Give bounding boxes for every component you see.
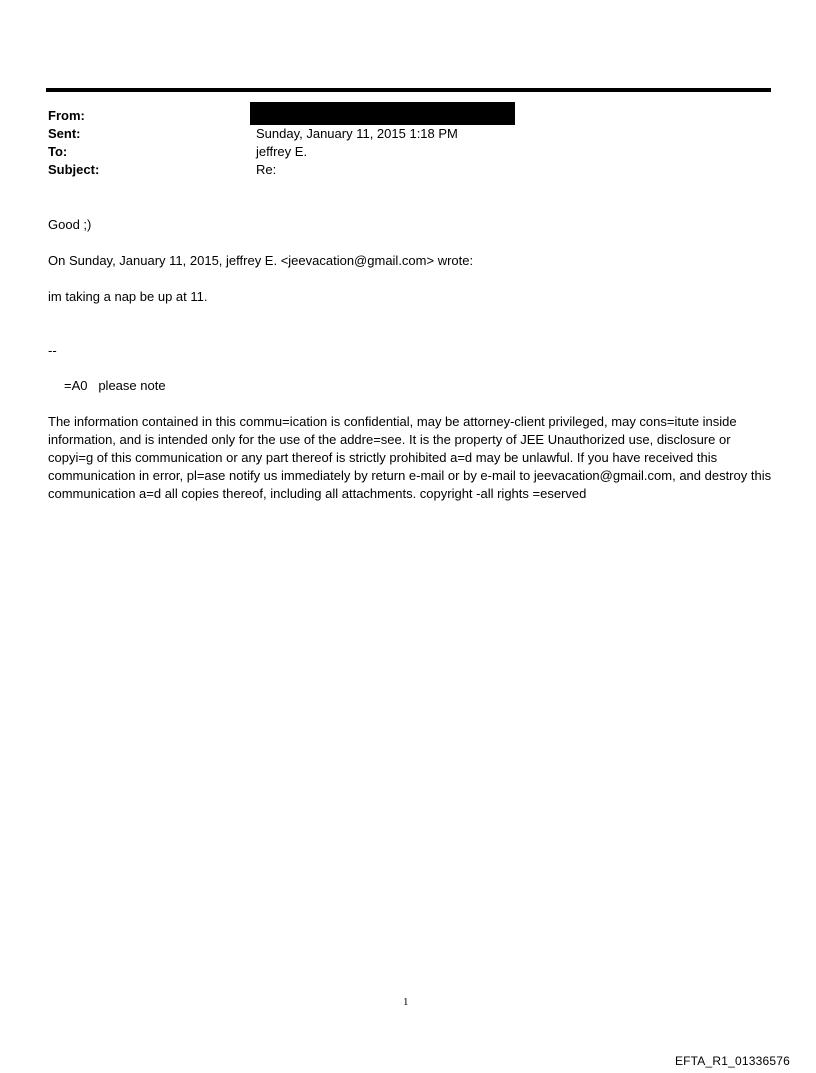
subject-value: Re: <box>256 162 277 177</box>
quoted-message: im taking a nap be up at 11. <box>48 289 208 304</box>
document-id: EFTA_R1_01336576 <box>674 1054 790 1068</box>
quote-intro: On Sunday, January 11, 2015, jeffrey E. <jeevacation@gmail.com> wrote: <box>48 253 474 268</box>
signature-separator: -- <box>48 343 57 358</box>
sent-value: Sunday, January 11, 2015 1:18 PM <box>256 126 458 141</box>
redacted-sender <box>250 102 515 125</box>
reply-text: Good ;) <box>48 217 92 232</box>
to-label: To: <box>48 144 68 159</box>
note-line: =A0 please note <box>64 378 166 393</box>
sent-label: Sent: <box>48 126 81 141</box>
header-rule <box>46 88 771 92</box>
disclaimer-text: The information contained in this commu=ication is confidential, may be attorney-client privileged, may cons=itute inside information, and is intended only for the use of the addre=see. It is the property of JEE Unauthorized use, disclosure or copyi=g of this communication or any part thereof is strictly prohibited a=d may be unlawful. If you have received this communication in error, pl=ase notify us immediately by return e-mail or by e-mail to jeevacation@gmail.com, and destroy this communication a=d all copies thereof, including all attachments. copyright -all rights =eserved <box>48 414 772 501</box>
to-value: jeffrey E. <box>256 144 308 159</box>
page-number: 1 <box>403 996 409 1008</box>
subject-label: Subject: <box>48 162 100 177</box>
from-label: From: <box>48 108 85 123</box>
